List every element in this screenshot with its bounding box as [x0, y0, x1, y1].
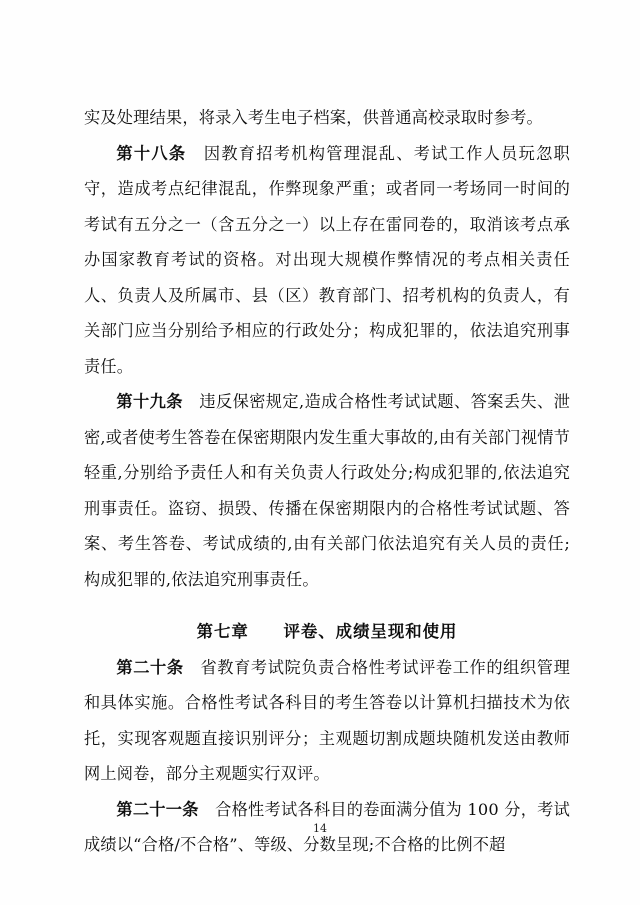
article-text-19: 违反保密规定,造成合格性考试试题、答案丢失、泄密,或者使考生答卷在保密期限内发生重大事故的,由有关部门视情节轻重,分别给予责任人和有关负责人行政处分;构成犯罪的,依法追究刑事责任。盗窃、损毁、传播在保密期限内的合格性考试试题、答案、考生答卷、考试成绩的,由有关部门依法追究有关人员的责任;构成犯罪的,依法追究刑事责任。 — [84, 392, 570, 589]
paragraph-article-18 — [84, 136, 570, 385]
article-text-21: 合格性考试各科目的卷面满分值为 100 分，考试成绩以“合格/不合格”、等级、分数呈现;不合格的比例不超 — [84, 799, 571, 854]
paragraph-continuation: 实及处理结果，将录入考生电子档案，供普通高校录取时参考。 — [84, 108, 543, 127]
chapter-heading-7: 第七章 评卷、成绩呈现和使用 — [196, 622, 458, 641]
paragraph-article-19 — [84, 384, 570, 597]
article-text-20: 省教育考试院负责合格性考试评卷工作的组织管理和具体实施。合格性考试各科目的考生答卷以计算机扫描技术为依托，实现客观题直接识别评分；主观题切割成题块随机发送由教师网上阅卷，部分主观题实行双评。 — [84, 657, 570, 783]
article-label-18: 第十八条 — [116, 143, 187, 163]
article-label-20: 第二十条 — [116, 657, 184, 677]
article-text-18: 因教育招考机构管理混乱、考试工作人员玩忽职守，造成考点纪律混乱，作弊现象严重；或者同一考场同一时间的考试有五分之一（含五分之一）以上存在雷同卷的，取消该考点承办国家教育考试的资格。对出现大规模作弊情况的考点相关责任人、负责人及所属市、县（区）教育部门、招考机构的负责人，有关部门应当分别给予相应的行政处分；构成犯罪的，依法追究刑事责任。 — [84, 143, 570, 376]
article-label-21: 第二十一条 — [116, 799, 199, 819]
page-number: 14 — [313, 822, 327, 835]
article-label-19: 第十九条 — [116, 392, 183, 411]
page-body — [84, 100, 570, 863]
paragraph-article-20 — [84, 650, 570, 792]
